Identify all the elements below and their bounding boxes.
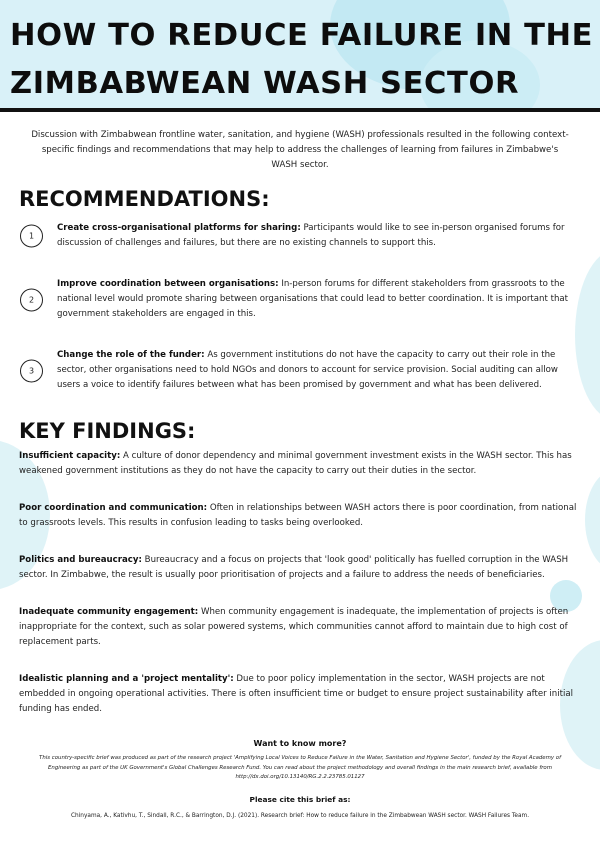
key-findings-heading: KEY FINDINGS: — [19, 419, 196, 443]
finding-title: Insufficient capacity: — [19, 451, 121, 461]
citation-heading: Please cite this brief as: — [249, 794, 351, 804]
finding-text: Bureaucracy and a focus on projects that 'look good' politically has fuelled corruption in the WASH sector. In Zimbabwe, the result is usually poor prioritisation of projects and a failure to address the needs of beneficiaries. — [19, 555, 569, 580]
finding-text: A culture of donor dependency and minimal government investment exists in the WASH sector. This has weakened government institutions as they do not have the capacity to carry out their duties in the sector. — [19, 451, 572, 476]
finding-title: Politics and bureaucracy: — [19, 555, 142, 565]
recommendation-title: Improve coordination between organisations: — [57, 279, 279, 289]
findings-list — [0, 449, 600, 717]
want-to-know-more-heading: Want to know more? — [253, 739, 347, 748]
recommendation-item — [0, 348, 600, 393]
finding-item — [0, 672, 600, 717]
project-description: This country-specific brief was produced as part of the research project 'Amplifying Local Voices to Reduce Failure in the Water, Sanitation and Hygiene Sector', funded by the Royal Academy of Engineering as part of the UK Government's Global Challenges Research Fund. You can read about the project methodology and overall findings in the main research brief, available from http://dx.doi.org/10.13140/RG.2.2.23785.01127 — [39, 755, 561, 780]
intro-paragraph: Discussion with Zimbabwean frontline water, sanitation, and hygiene (WASH) professionals resulted in the following context-specific findings and recommendations that may help to address the challenges of learning from failures in Zimbabwe's WASH sector. — [31, 130, 569, 170]
finding-text: When community engagement is inadequate, the implementation of projects is often inappropriate for the context, such as solar powered systems, which communities cannot afford to maintain due to high cost of replacement parts. — [19, 607, 569, 647]
recommendation-text: In-person forums for different stakeholders from grassroots to the national level would promote sharing between organisations that could lead to better coordination. It is important that government stakeholders are engaged in this. — [57, 279, 569, 319]
finding-item — [0, 605, 600, 650]
number-badge: 2 — [20, 288, 43, 311]
finding-title: Idealistic planning and a 'project mentality': — [19, 674, 234, 684]
number-badge: 1 — [20, 225, 43, 248]
recommendations-list — [0, 221, 600, 393]
title-line-2: ZIMBABWEAN WASH SECTOR — [10, 66, 520, 101]
finding-item — [0, 449, 600, 479]
recommendation-title: Create cross-organisational platforms for sharing: — [57, 223, 301, 233]
finding-text: Due to poor policy implementation in the sector, WASH projects are not embedded in ongoing operational activities. There is often insufficient time or budget to ensure project sustainability after initial funding has ended. — [19, 674, 574, 714]
footer — [0, 739, 600, 819]
page-title — [10, 12, 593, 108]
recommendations-heading: RECOMMENDATIONS: — [19, 187, 270, 211]
recommendation-text: As government institutions do not have the capacity to carry out their role in the sector, other organisations need to hold NGOs and donors to account for service provision. Social auditing can allow users a voice to identify failures between what has been promised by government and what has been delivered. — [57, 350, 558, 390]
header-banner — [0, 0, 600, 112]
finding-item — [0, 501, 600, 531]
recommendation-text: Participants would like to see in-person organised forums for discussion of challenges and failures, but there are no existing channels to support this. — [57, 223, 565, 248]
number-badge: 3 — [20, 359, 43, 382]
title-line-1: HOW TO REDUCE FAILURE IN THE — [10, 18, 594, 53]
citation-text: Chinyama, A., Kativhu, T., Sindall, R.C., & Barrington, D.J. (2021). Research brief: How to reduce failure in the Zimbabwean WASH sector. WASH Failures Team. — [70, 812, 530, 819]
finding-item — [0, 553, 600, 583]
recommendation-item — [0, 221, 600, 251]
finding-title: Poor coordination and communication: — [19, 503, 208, 513]
finding-title: Inadequate community engagement: — [19, 607, 199, 617]
recommendation-title: Change the role of the funder: — [57, 350, 205, 360]
recommendation-item — [0, 277, 600, 322]
finding-text: Often in relationships between WASH actors there is poor coordination, from national to grassroots levels. This results in confusion leading to tasks being overlooked. — [19, 503, 577, 528]
